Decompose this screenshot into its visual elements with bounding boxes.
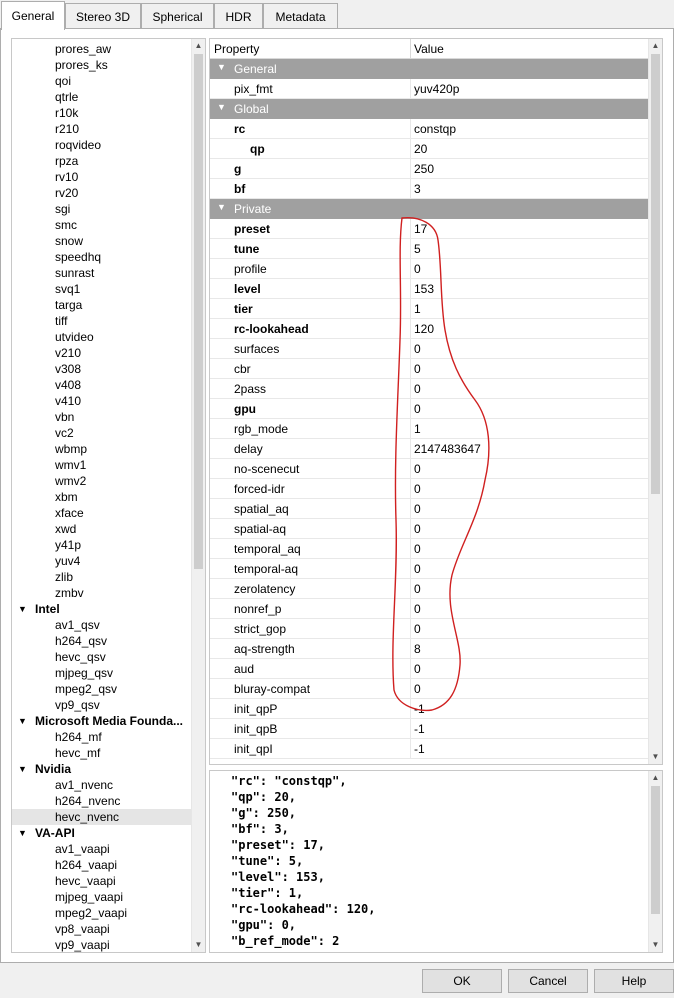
scroll-up-icon[interactable]: ▲ (194, 41, 203, 50)
tree-item[interactable]: sgi (55, 202, 71, 216)
property-value[interactable]: 1 (414, 302, 421, 316)
json-line: "gpu": 0, (231, 918, 297, 932)
property-name: cbr (234, 362, 251, 376)
property-name: qp (250, 142, 265, 156)
ok-button[interactable]: OK (422, 969, 502, 993)
property-value[interactable]: 0 (414, 682, 421, 696)
tree-item[interactable]: mjpeg_qsv (55, 666, 114, 680)
tree-item[interactable]: utvideo (55, 330, 94, 344)
expand-arrow-icon[interactable]: ▼ (18, 828, 27, 838)
tree-item[interactable]: xface (55, 506, 84, 520)
property-row[interactable] (210, 439, 649, 459)
tree-item[interactable]: v408 (55, 378, 82, 392)
property-value[interactable]: 0 (414, 622, 421, 636)
property-value[interactable]: 0 (414, 502, 421, 516)
expand-arrow-icon[interactable]: ▼ (18, 716, 27, 726)
tree-group[interactable]: Nvidia (35, 762, 72, 776)
tree-item[interactable]: vp9_qsv (55, 698, 100, 712)
property-value[interactable]: 0 (414, 342, 421, 356)
tree-item[interactable]: vp8_vaapi (55, 922, 110, 936)
property-value[interactable]: constqp (414, 122, 457, 136)
tree-item[interactable]: h264_mf (55, 730, 102, 744)
property-name: nonref_p (234, 602, 282, 616)
property-value[interactable]: 1 (414, 422, 421, 436)
property-value[interactable]: 5 (414, 242, 421, 256)
property-name: gpu (234, 402, 256, 416)
section-header[interactable] (210, 99, 649, 119)
property-name: preset (234, 222, 271, 236)
tree-item[interactable]: tiff (55, 314, 68, 328)
property-value[interactable]: 0 (414, 582, 421, 596)
tree-item[interactable]: h264_qsv (55, 634, 108, 648)
property-name: tune (234, 242, 260, 256)
tree-item[interactable]: wbmp (55, 442, 88, 456)
property-row[interactable] (210, 599, 649, 619)
property-name: tier (234, 302, 253, 316)
property-row[interactable] (210, 359, 649, 379)
property-row[interactable] (210, 459, 649, 479)
help-button[interactable]: Help (594, 969, 674, 993)
property-name: temporal-aq (234, 562, 299, 576)
property-name: rc-lookahead (234, 322, 309, 336)
property-value[interactable]: 0 (414, 402, 421, 416)
tree-scrollbar[interactable] (191, 39, 205, 952)
property-value[interactable]: 17 (414, 222, 428, 236)
section-header[interactable] (210, 59, 649, 79)
property-row[interactable] (210, 699, 649, 719)
property-value[interactable]: -1 (414, 742, 425, 756)
property-name: init_qpP (234, 702, 278, 716)
property-name: spatial-aq (234, 522, 287, 536)
property-row[interactable] (210, 279, 649, 299)
property-value[interactable]: 0 (414, 542, 421, 556)
property-row[interactable] (210, 579, 649, 599)
json-line: "b_ref_mode": 2 (231, 934, 340, 948)
tree-item[interactable]: snow (55, 234, 84, 248)
json-line: "level": 153, (231, 870, 325, 884)
property-value[interactable]: 120 (414, 322, 435, 336)
section-header[interactable] (210, 199, 649, 219)
tree-item[interactable]: hevc_mf (55, 746, 101, 760)
property-name: init_qpI (234, 742, 273, 756)
tree-item[interactable]: wmv2 (55, 474, 87, 488)
tree-item[interactable]: hevc_vaapi (55, 874, 116, 888)
table-scrollbar[interactable] (648, 39, 662, 764)
tab-hdr[interactable]: HDR (214, 3, 263, 29)
property-row[interactable] (210, 299, 649, 319)
property-value[interactable]: 250 (414, 162, 435, 176)
property-name: zerolatency (234, 582, 296, 596)
property-row[interactable] (210, 119, 649, 139)
tree-item[interactable]: rv20 (55, 186, 79, 200)
tree-item[interactable]: v308 (55, 362, 82, 376)
section-label: Private (234, 202, 272, 216)
tree-item[interactable]: av1_nvenc (55, 778, 114, 792)
encoder-tree[interactable] (11, 38, 206, 953)
property-row[interactable] (210, 379, 649, 399)
property-name: rc (234, 122, 246, 136)
section-label: Global (234, 102, 269, 116)
property-name: rgb_mode (234, 422, 289, 436)
json-line: "preset": 17, (231, 838, 325, 852)
tree-item[interactable]: smc (55, 218, 77, 232)
tree-item[interactable]: vc2 (55, 426, 74, 440)
value-column-header[interactable]: Value (414, 42, 444, 56)
expand-arrow-icon[interactable]: ▼ (18, 764, 27, 774)
tree-item[interactable]: h264_nvenc (55, 794, 121, 808)
table-header (210, 39, 649, 59)
property-name: bluray-compat (234, 682, 311, 696)
scroll-up-icon[interactable]: ▲ (651, 41, 660, 50)
tree-item[interactable]: roqvideo (55, 138, 102, 152)
tree-group[interactable]: Microsoft Media Founda... (35, 714, 184, 728)
tab-general[interactable]: General (1, 1, 65, 30)
property-row[interactable] (210, 219, 649, 239)
tree-item[interactable]: v210 (55, 346, 82, 360)
property-row[interactable] (210, 679, 649, 699)
tree-item[interactable]: h264_vaapi (55, 858, 118, 872)
tree-group[interactable]: Intel (35, 602, 60, 616)
tab-stereo-3d[interactable]: Stereo 3D (65, 3, 141, 29)
tree-item[interactable]: hevc_nvenc (12, 809, 192, 825)
tree-item[interactable]: rv10 (55, 170, 79, 184)
property-name: temporal_aq (234, 542, 301, 556)
json-line: "rc-lookahead": 120, (231, 902, 376, 916)
json-scrollbar[interactable] (648, 771, 662, 952)
tree-item[interactable]: speedhq (55, 250, 102, 264)
json-line: "rc": "constqp", (231, 774, 347, 788)
tree-item[interactable]: xbm (55, 490, 78, 504)
property-name: strict_gop (234, 622, 287, 636)
property-value[interactable]: 153 (414, 282, 435, 296)
property-row[interactable] (210, 419, 649, 439)
property-name: forced-idr (234, 482, 285, 496)
json-line: "qp": 20, (231, 790, 297, 804)
property-value[interactable]: 0 (414, 462, 421, 476)
scroll-down-icon[interactable]: ▼ (194, 940, 203, 949)
tree-item[interactable]: mpeg2_qsv (55, 682, 118, 696)
tree-item[interactable]: mpeg2_vaapi (55, 906, 128, 920)
property-name: 2pass (234, 382, 267, 396)
tree-item[interactable]: r210 (55, 122, 80, 136)
property-value[interactable]: 0 (414, 602, 421, 616)
tree-item[interactable]: mjpeg_vaapi (55, 890, 124, 904)
property-row[interactable] (210, 539, 649, 559)
property-row[interactable] (210, 479, 649, 499)
property-value[interactable]: 20 (414, 142, 428, 156)
cancel-button[interactable]: Cancel (508, 969, 588, 993)
property-name: level (234, 282, 261, 296)
tree-item[interactable]: v410 (55, 394, 82, 408)
property-row[interactable] (210, 399, 649, 419)
property-value[interactable]: yuv420p (414, 82, 460, 96)
tab-metadata[interactable]: Metadata (263, 3, 338, 29)
property-row[interactable] (210, 659, 649, 679)
tree-item[interactable]: r10k (55, 106, 79, 120)
tree-item[interactable]: vbn (55, 410, 75, 424)
tree-item[interactable]: targa (55, 298, 83, 312)
property-value[interactable]: 0 (414, 482, 421, 496)
tree-item[interactable]: av1_vaapi (55, 842, 110, 856)
property-value[interactable]: 0 (414, 662, 421, 676)
tree-item[interactable]: hevc_qsv (55, 650, 106, 664)
property-name: no-scenecut (234, 462, 300, 476)
tree-item[interactable]: prores_aw (55, 42, 112, 56)
property-value[interactable]: 0 (414, 262, 421, 276)
scroll-up-icon[interactable]: ▲ (651, 773, 660, 782)
collapse-arrow-icon[interactable]: ▼ (217, 62, 226, 72)
tree-item[interactable]: rpza (55, 154, 79, 168)
property-value[interactable]: -1 (414, 702, 425, 716)
property-name: delay (234, 442, 263, 456)
property-row[interactable] (210, 619, 649, 639)
property-name: aq-strength (234, 642, 295, 656)
json-preview[interactable] (209, 770, 663, 953)
tree-item[interactable]: zlib (55, 570, 74, 584)
property-name: init_qpB (234, 722, 278, 736)
property-name: bf (234, 182, 246, 196)
tree-item[interactable]: qtrle (55, 90, 79, 104)
property-row[interactable] (210, 519, 649, 539)
tree-item[interactable]: svq1 (55, 282, 81, 296)
property-row[interactable] (210, 79, 649, 99)
tree-item[interactable]: y41p (55, 538, 82, 552)
expand-arrow-icon[interactable]: ▼ (18, 604, 27, 614)
tree-item[interactable]: wmv1 (55, 458, 87, 472)
tree-item[interactable]: prores_ks (55, 58, 108, 72)
property-row[interactable] (210, 239, 649, 259)
scroll-down-icon[interactable]: ▼ (651, 940, 660, 949)
property-row[interactable] (210, 259, 649, 279)
collapse-arrow-icon[interactable]: ▼ (217, 202, 226, 212)
property-table (209, 38, 663, 765)
tab-spherical[interactable]: Spherical (141, 3, 214, 29)
scroll-down-icon[interactable]: ▼ (651, 752, 660, 761)
property-value[interactable]: 0 (414, 562, 421, 576)
property-row[interactable] (210, 319, 649, 339)
property-column-header[interactable]: Property (214, 42, 260, 56)
tab-bar (0, 0, 674, 29)
property-name: g (234, 162, 242, 176)
property-row[interactable] (210, 499, 649, 519)
property-row[interactable] (210, 139, 649, 159)
collapse-arrow-icon[interactable]: ▼ (217, 102, 226, 112)
tree-item[interactable]: av1_qsv (55, 618, 100, 632)
property-row[interactable] (210, 179, 649, 199)
property-name: profile (234, 262, 267, 276)
json-line: "tune": 5, (231, 854, 304, 868)
property-row[interactable] (210, 719, 649, 739)
property-value[interactable]: 2147483647 (414, 442, 481, 456)
property-name: aud (234, 662, 255, 676)
json-line: "bf": 3, (231, 822, 289, 836)
property-value[interactable]: 0 (414, 362, 421, 376)
tree-item[interactable]: sunrast (55, 266, 95, 280)
property-row[interactable] (210, 739, 649, 759)
property-row[interactable] (210, 639, 649, 659)
property-row[interactable] (210, 559, 649, 579)
json-line: "g": 250, (231, 806, 297, 820)
property-row[interactable] (210, 339, 649, 359)
property-value[interactable]: 3 (414, 182, 421, 196)
property-row[interactable] (210, 159, 649, 179)
section-label: General (234, 62, 277, 76)
json-line: "tier": 1, (231, 886, 304, 900)
scroll-thumb[interactable] (651, 786, 660, 914)
tree-item[interactable]: xwd (55, 522, 77, 536)
property-value[interactable]: -1 (414, 722, 425, 736)
scroll-thumb[interactable] (194, 54, 203, 569)
scroll-thumb[interactable] (651, 54, 660, 494)
tree-item[interactable]: vp9_vaapi (55, 938, 110, 952)
property-value[interactable]: 0 (414, 522, 421, 536)
property-value[interactable]: 8 (414, 642, 421, 656)
property-name: spatial_aq (234, 502, 289, 516)
property-name: surfaces (234, 342, 280, 356)
property-value[interactable]: 0 (414, 382, 421, 396)
tree-item[interactable]: zmbv (55, 586, 84, 600)
tree-item[interactable]: qoi (55, 74, 72, 88)
tree-item[interactable]: yuv4 (55, 554, 81, 568)
property-name: pix_fmt (234, 82, 273, 96)
tree-group[interactable]: VA-API (35, 826, 75, 840)
